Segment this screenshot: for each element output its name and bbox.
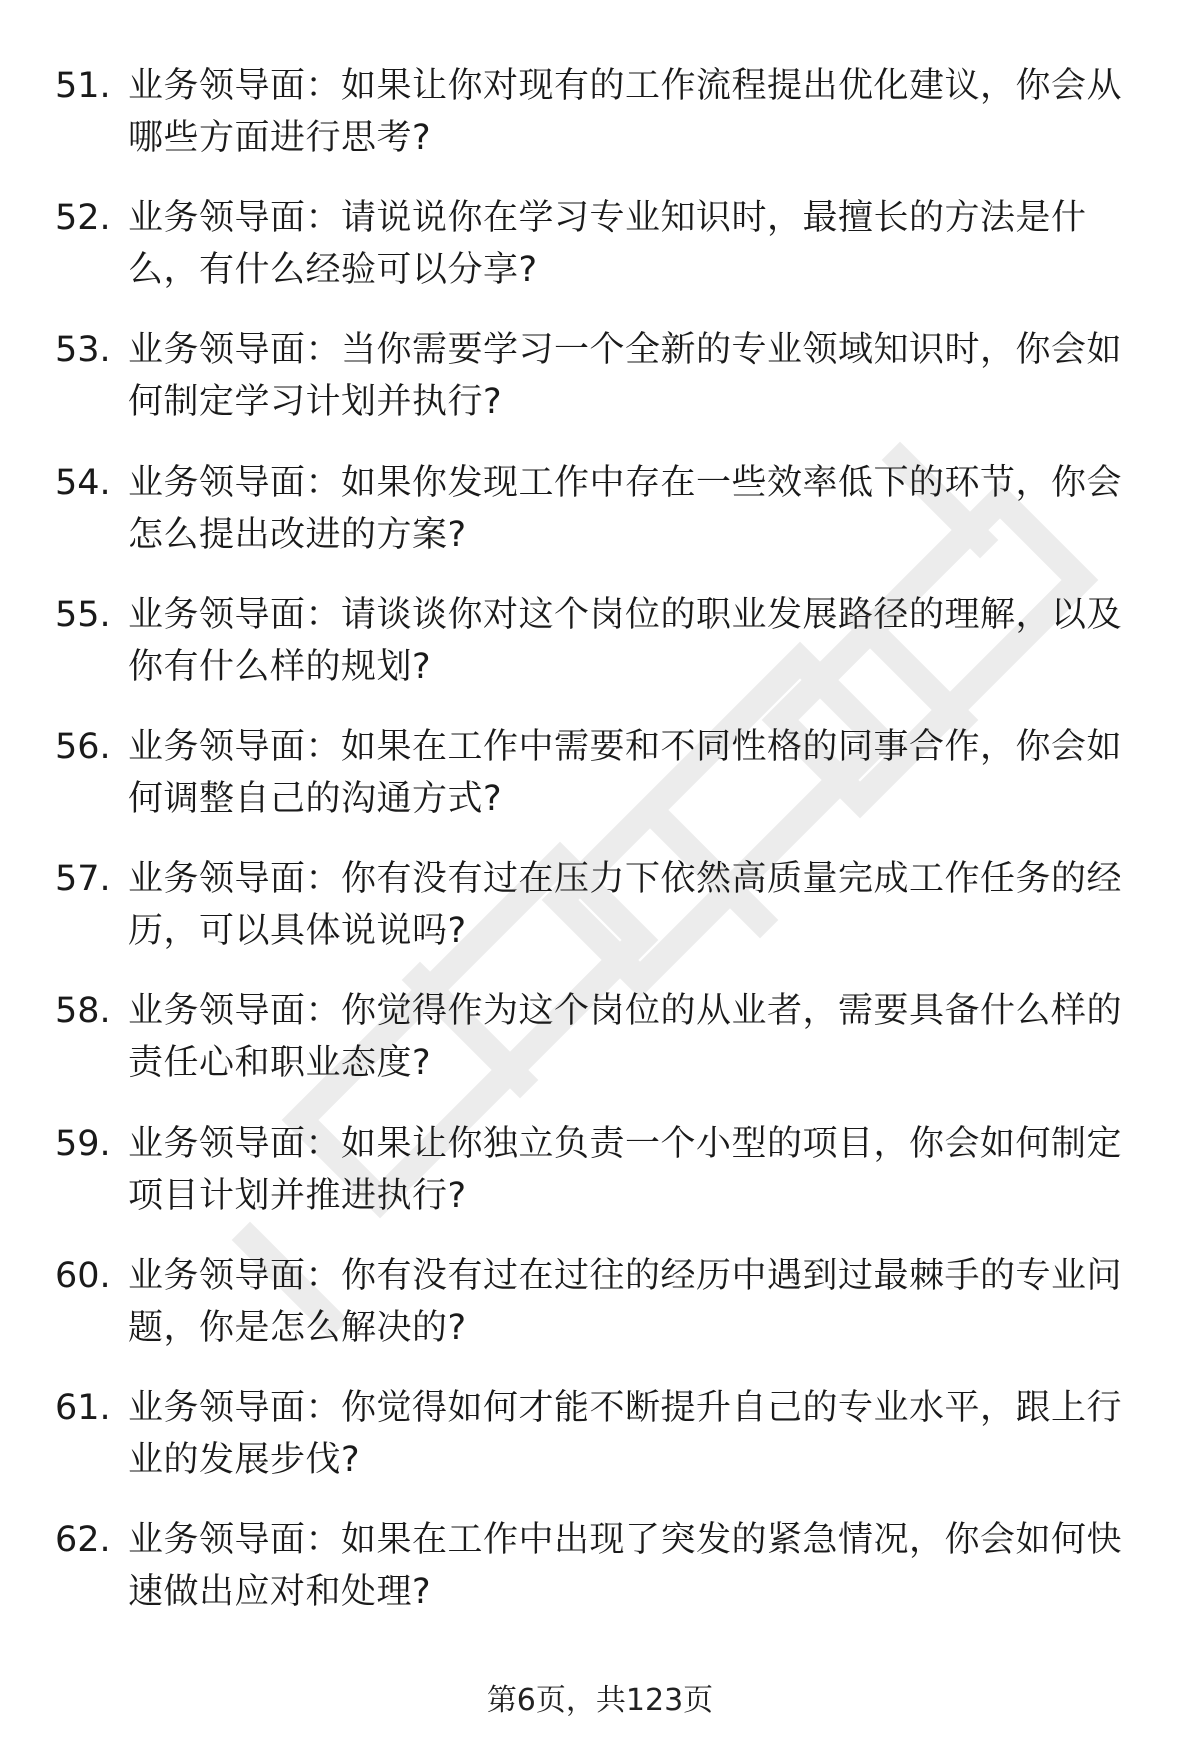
list-item bbox=[0, 192, 1200, 324]
question-number: 55. bbox=[55, 594, 111, 635]
question-number: 62. bbox=[55, 1520, 111, 1561]
question-number: 57. bbox=[55, 859, 111, 900]
page-footer: 第6页，共123页 bbox=[486, 1683, 714, 1718]
question-number: 54. bbox=[55, 462, 111, 503]
list-item bbox=[0, 1118, 1200, 1250]
list-item bbox=[0, 1250, 1200, 1382]
list-item bbox=[0, 457, 1200, 589]
question-number: 56. bbox=[55, 726, 111, 767]
question-text: 业务领导面：如果你发现工作中存在一些效率低下的环节，你会怎么提出改进的方案? bbox=[128, 462, 1123, 555]
list-item bbox=[0, 1382, 1200, 1514]
list-item bbox=[0, 985, 1200, 1117]
question-text: 业务领导面：你有没有过在压力下依然高质量完成工作任务的经历，可以具体说说吗? bbox=[128, 859, 1123, 952]
question-number: 60. bbox=[55, 1255, 111, 1296]
question-text: 业务领导面：你觉得如何才能不断提升自己的专业水平，跟上行业的发展步伐? bbox=[128, 1387, 1123, 1480]
list-item bbox=[0, 324, 1200, 456]
list-item bbox=[0, 60, 1200, 192]
list-item bbox=[0, 1514, 1200, 1646]
question-text: 业务领导面：如果让你独立负责一个小型的项目，你会如何制定项目计划并推进执行? bbox=[128, 1123, 1123, 1216]
question-text: 业务领导面：请谈谈你对这个岗位的职业发展路径的理解，以及你有什么样的规划? bbox=[128, 594, 1123, 687]
question-number: 53. bbox=[55, 330, 111, 371]
question-text: 业务领导面：请说说你在学习专业知识时，最擅长的方法是什么，有什么经验可以分享? bbox=[128, 198, 1087, 291]
question-text: 业务领导面：当你需要学习一个全新的专业领域知识时，你会如何制定学习计划并执行? bbox=[128, 330, 1123, 423]
question-text: 业务领导面：你觉得作为这个岗位的从业者，需要具备什么样的责任心和职业态度? bbox=[128, 991, 1123, 1084]
question-number: 61. bbox=[55, 1387, 111, 1428]
question-number: 51. bbox=[55, 66, 111, 106]
question-text: 业务领导面：如果在工作中需要和不同性格的同事合作，你会如何调整自己的沟通方式? bbox=[128, 726, 1123, 819]
question-list bbox=[0, 60, 1200, 1646]
list-item bbox=[0, 853, 1200, 985]
question-number: 58. bbox=[55, 991, 111, 1032]
question-number: 52. bbox=[55, 198, 111, 239]
question-text: 业务领导面：如果在工作中出现了突发的紧急情况，你会如何快速做出应对和处理? bbox=[128, 1520, 1123, 1613]
question-text: 业务领导面：你有没有过在过往的经历中遇到过最棘手的专业问题，你是怎么解决的? bbox=[128, 1255, 1123, 1348]
question-number: 59. bbox=[55, 1123, 111, 1164]
question-text: 业务领导面：如果让你对现有的工作流程提出优化建议，你会从哪些方面进行思考? bbox=[128, 66, 1123, 158]
list-item bbox=[0, 589, 1200, 721]
list-item bbox=[0, 721, 1200, 853]
